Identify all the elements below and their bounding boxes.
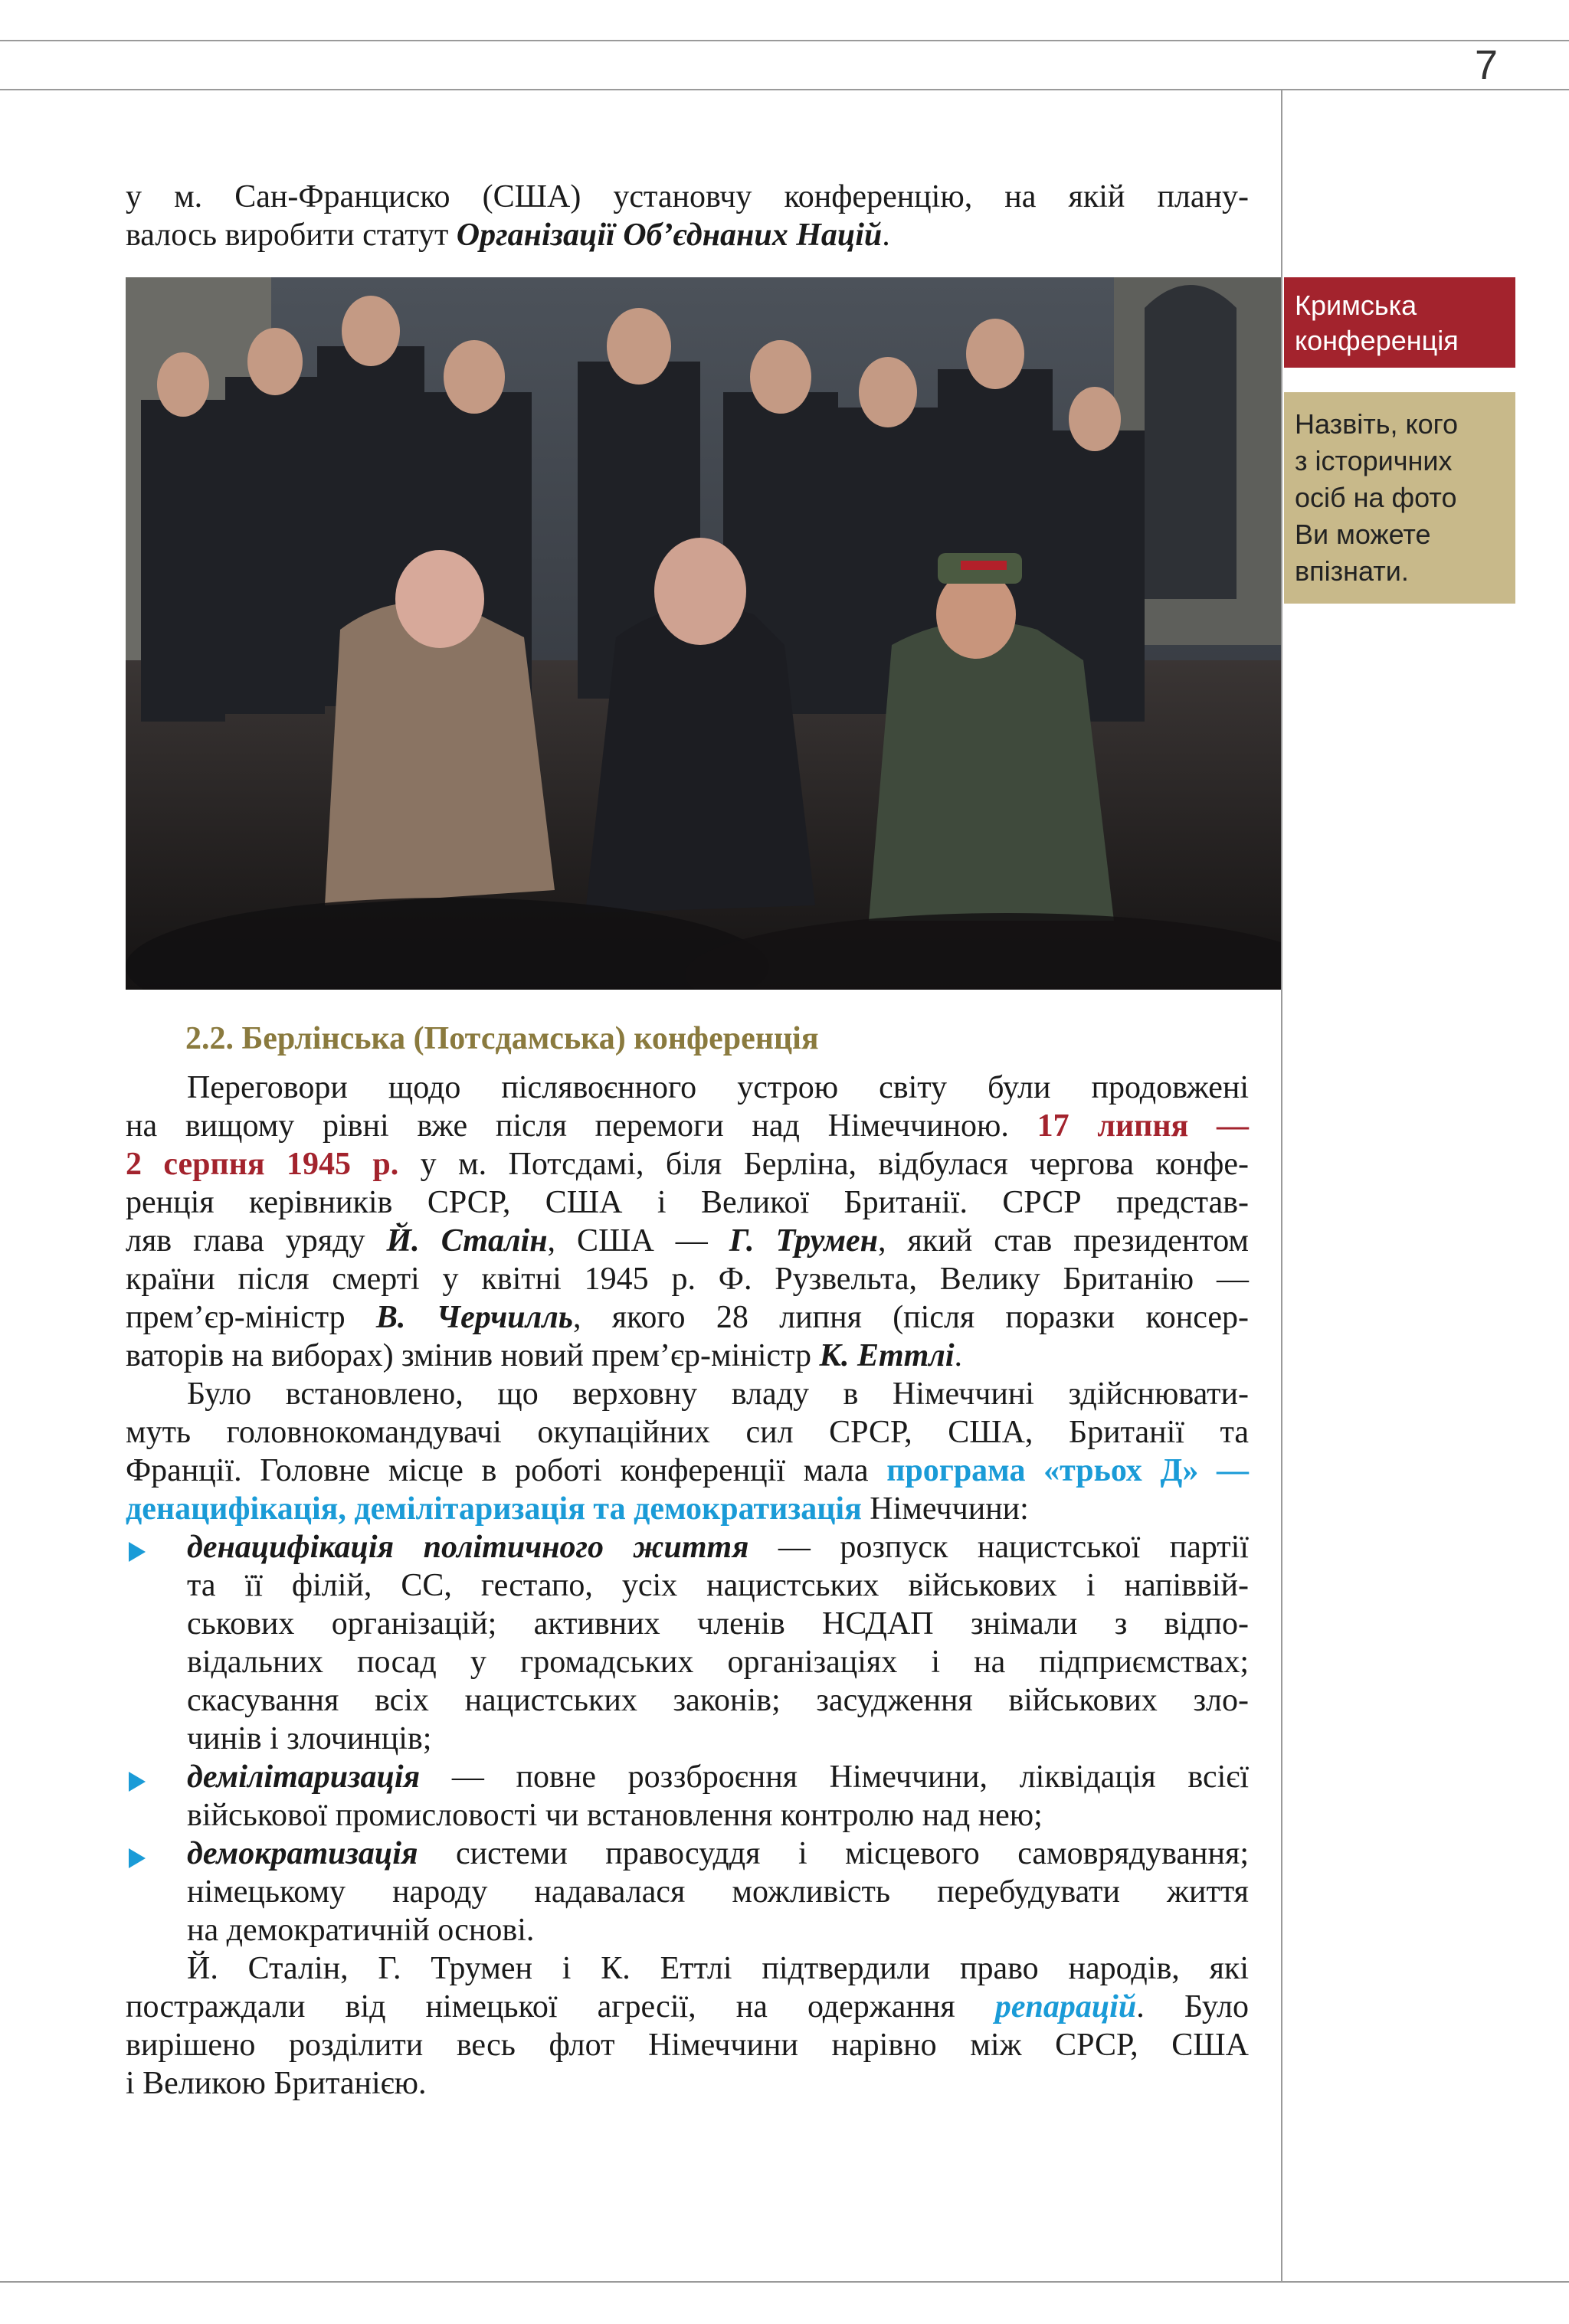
bullet-item: [126, 1758, 1249, 1835]
text-line: постраждали від німецької агресії, на одержання репарацій. Було: [126, 1989, 1250, 2024]
header-bottom-rule: [0, 89, 1569, 90]
bullet-item: [126, 1528, 1249, 1758]
program-term: денацифікація, демілітаризація та демократизація: [126, 1491, 862, 1527]
sidebar-question: [1284, 392, 1515, 604]
sidebar-question-line: Ви можете: [1295, 519, 1431, 550]
un-term: Організації Об’єднаних Націй: [456, 218, 883, 253]
sidebar-photo-label: [1284, 277, 1515, 368]
date-highlight: 2 серпня 1945 р.: [126, 1147, 399, 1182]
text-line: 2 серпня 1945 р. у м. Потсдамі, біля Берліна, відбулася чергова конфе-: [126, 1147, 1250, 1182]
text-line: на демократичній основі.: [187, 1913, 535, 1948]
program-term: програма «трьох Д» —: [886, 1453, 1249, 1488]
person-name: Г. Трумен: [729, 1223, 878, 1259]
bullet-term: денацифікація політичного життя: [187, 1530, 749, 1565]
text-line: Франції. Головне місце в роботі конференції мала програма «трьох Д» —: [126, 1453, 1249, 1488]
text-line: демократизація системи правосуддя і місцевого самоврядування;: [187, 1836, 1249, 1871]
date-highlight: 17 липня —: [1037, 1108, 1249, 1144]
text-line: денацифікація політичного життя — розпуск нацистської партії: [187, 1530, 1249, 1565]
sidebar-question-line: осіб на фото: [1295, 482, 1457, 513]
text-line: Було встановлено, що верховну владу в Німеччині здійснювати-: [187, 1376, 1249, 1412]
person-name: Й. Сталін: [386, 1223, 548, 1259]
sidebar-question-line: Назвіть, кого: [1295, 408, 1459, 440]
paragraph-3: [126, 1949, 1249, 2103]
text-line: прем’єр-міністр В. Черчилль, якого 28 липня (після поразки консер-: [126, 1300, 1249, 1335]
sidebar-label-line: Кримська: [1295, 290, 1417, 321]
text-line: Переговори щодо післявоєнного устрою світу були продовжені: [187, 1070, 1249, 1105]
text-line: ренція керівників СРСР, США і Великої Британії. СРСР представ-: [126, 1185, 1249, 1220]
text-line: денацифікація, демілітаризація та демократизація Німеччини:: [126, 1491, 1029, 1527]
text-line: відальних посад у громадських організаціях і на підприємствах;: [187, 1645, 1249, 1680]
bullet-item: [126, 1835, 1249, 1949]
bullet-triangle-icon: [129, 1848, 146, 1868]
person-name: В. Черчилль: [375, 1300, 573, 1335]
text-line: Й. Сталін, Г. Трумен і К. Еттлі підтвердили право народів, які: [187, 1951, 1249, 1986]
intro-line-2: валось виробити статут Організації Об’єднаних Націй.: [126, 218, 890, 253]
text-line: вирішено розділити весь флот Німеччини нарівно між СРСР, США: [126, 2028, 1249, 2063]
text-line: чинів і злочинців;: [187, 1721, 432, 1756]
text-line: ваторів на виборах) змінив новий прем’єр-міністр К. Еттлі.: [126, 1338, 963, 1373]
margin-divider: [1281, 90, 1282, 2281]
reparations-term: репарацій: [994, 1989, 1137, 2024]
intro-paragraph: [126, 178, 1249, 254]
header-top-rule: [0, 40, 1569, 41]
text-line: муть головнокомандувачі окупаційних сил СРСР, США, Британії та: [126, 1415, 1249, 1450]
page-number: 7: [1474, 42, 1499, 88]
photo-illustration: [126, 277, 1281, 990]
text-line: на вищому рівні вже після перемоги над Німеччиною. 17 липня —: [126, 1108, 1249, 1144]
text-line: ляв глава уряду Й. Сталін, США — Г. Трумен, який став президентом: [126, 1223, 1249, 1259]
text-line: та її філій, СС, гестапо, усіх нацистських військових і напіввій-: [187, 1568, 1249, 1603]
main-text: [126, 1069, 1249, 2103]
text-line: і Великою Британією.: [126, 2066, 427, 2101]
section-heading: 2.2. Берлінська (Потсдамська) конференція: [185, 1021, 819, 1056]
yalta-conference-photo: [126, 277, 1281, 990]
text-line: демілітаризація — повне роззброєння Німеччини, ліквідація всієї: [187, 1759, 1249, 1795]
text-line: країни після смерті у квітні 1945 р. Ф. Рузвельта, Велику Британію —: [126, 1262, 1249, 1297]
text-line: ськових організацій; активних членів НСДАП знімали з відпо-: [187, 1606, 1249, 1642]
text-line: скасування всіх нацистських законів; засудження військових зло-: [187, 1683, 1249, 1718]
sidebar-question-line: впізнати.: [1295, 555, 1409, 587]
sidebar-label-line: конференція: [1295, 325, 1459, 356]
footer-rule: [0, 2281, 1569, 2283]
intro-line-1: у м. Сан-Франциско (США) установчу конференцію, на якій плану-: [126, 179, 1249, 214]
bullet-term: демократизація: [187, 1836, 418, 1871]
paragraph-2: [126, 1375, 1249, 1528]
paragraph-1: [126, 1069, 1249, 1375]
bullet-triangle-icon: [129, 1542, 146, 1562]
person-name: К. Еттлі: [819, 1338, 955, 1373]
sidebar-question-line: з історичних: [1295, 445, 1453, 476]
bullet-triangle-icon: [129, 1772, 146, 1792]
text-line: військової промисловості чи встановлення контролю над нею;: [187, 1798, 1043, 1833]
bullet-term: демілітаризація: [187, 1759, 421, 1795]
text-line: німецькому народу надавалася можливість перебудувати життя: [187, 1874, 1249, 1910]
